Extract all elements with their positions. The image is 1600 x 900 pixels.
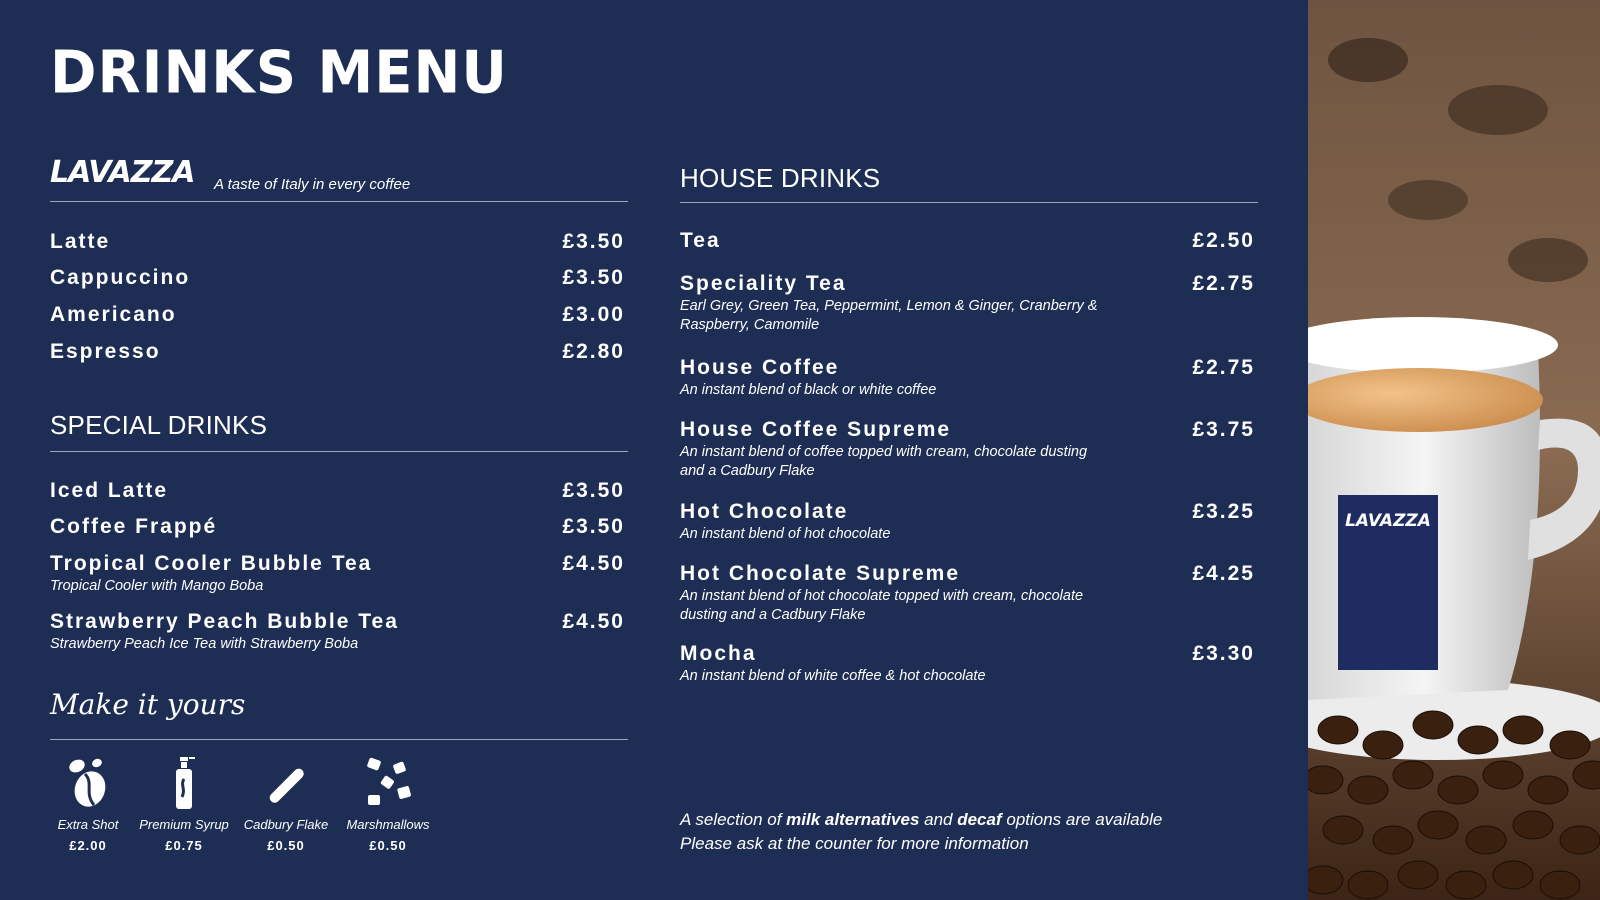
item-description: An instant blend of white coffee & hot chocolate bbox=[680, 668, 986, 684]
item-price: £2.75 bbox=[1192, 272, 1255, 295]
special-drinks-heading: SPECIAL DRINKS bbox=[50, 410, 268, 440]
item-name: Espresso bbox=[50, 340, 161, 363]
item-price: £2.75 bbox=[1192, 356, 1255, 379]
coffee-cup-image bbox=[1308, 0, 1600, 900]
extra-item bbox=[38, 755, 138, 853]
item-name: Americano bbox=[50, 303, 177, 326]
page-title: DRINKS MENU bbox=[50, 38, 508, 107]
menu-item bbox=[680, 355, 1255, 400]
extra-price: £2.00 bbox=[69, 838, 107, 853]
brand-header bbox=[50, 155, 628, 200]
extra-price: £0.75 bbox=[165, 838, 203, 853]
extra-label: Marshmallows bbox=[346, 817, 430, 832]
menu-item bbox=[50, 478, 625, 504]
item-name: Hot Chocolate bbox=[680, 500, 849, 523]
cup-logo: LAVAZZA bbox=[1345, 511, 1431, 531]
item-price: £2.50 bbox=[1192, 229, 1255, 252]
house-drinks-heading: HOUSE DRINKS bbox=[680, 163, 881, 193]
item-name: Coffee Frappé bbox=[50, 515, 218, 538]
item-name: House Coffee Supreme bbox=[680, 418, 952, 441]
item-description: An instant blend of hot chocolate bbox=[680, 526, 891, 542]
menu-item bbox=[680, 228, 1255, 254]
extra-item bbox=[338, 755, 438, 853]
item-name: Tea bbox=[680, 229, 721, 252]
coffee-photo bbox=[1308, 0, 1600, 900]
notice-text: A selection of bbox=[680, 810, 787, 829]
menu-item bbox=[50, 551, 625, 596]
menu-item bbox=[680, 271, 1255, 335]
extras-list bbox=[50, 755, 470, 855]
item-price: £3.30 bbox=[1192, 642, 1255, 665]
extra-label: Cadbury Flake bbox=[243, 817, 329, 832]
item-name: Mocha bbox=[680, 642, 757, 665]
item-price: £4.50 bbox=[562, 552, 625, 575]
extra-item bbox=[134, 755, 234, 853]
extra-label: Premium Syrup bbox=[139, 817, 229, 832]
menu-item bbox=[680, 561, 1255, 625]
item-price: £3.00 bbox=[562, 303, 625, 326]
extra-label: Extra Shot bbox=[57, 817, 119, 832]
notice-line-1 bbox=[680, 808, 1162, 832]
item-price: £3.25 bbox=[1192, 500, 1255, 523]
item-price: £4.50 bbox=[562, 610, 625, 633]
notice-emphasis: milk alternatives bbox=[786, 810, 920, 829]
notice-line-2: Please ask at the counter for more information bbox=[680, 834, 1029, 853]
divider bbox=[50, 201, 628, 202]
item-name: Iced Latte bbox=[50, 479, 169, 502]
item-name: House Coffee bbox=[680, 356, 840, 379]
item-name: Tropical Cooler Bubble Tea bbox=[50, 552, 373, 575]
divider bbox=[680, 202, 1258, 203]
item-name: Cappuccino bbox=[50, 266, 191, 289]
item-name: Hot Chocolate Supreme bbox=[680, 562, 961, 585]
extras-heading: Make it yours bbox=[50, 688, 246, 721]
item-price: £3.75 bbox=[1192, 418, 1255, 441]
menu-item bbox=[680, 641, 1255, 686]
availability-notice bbox=[680, 808, 1162, 856]
item-description: Tropical Cooler with Mango Boba bbox=[50, 578, 264, 594]
menu-item bbox=[50, 514, 625, 540]
item-price: £4.25 bbox=[1192, 562, 1255, 585]
divider bbox=[50, 451, 628, 452]
item-price: £3.50 bbox=[562, 230, 625, 253]
extra-price: £0.50 bbox=[267, 838, 305, 853]
coffee-bean-icon bbox=[60, 755, 116, 811]
item-price: £3.50 bbox=[562, 479, 625, 502]
item-description: Strawberry Peach Ice Tea with Strawberry Boba bbox=[50, 636, 359, 652]
item-description: An instant blend of black or white coffee bbox=[680, 382, 937, 398]
menu-item bbox=[50, 229, 625, 255]
menu-item bbox=[680, 417, 1255, 481]
extra-price: £0.50 bbox=[369, 838, 407, 853]
brand-tagline: A taste of Italy in every coffee bbox=[214, 176, 411, 193]
item-price: £3.50 bbox=[562, 515, 625, 538]
menu-item bbox=[50, 609, 625, 654]
item-price: £3.50 bbox=[562, 266, 625, 289]
flake-icon bbox=[258, 755, 314, 811]
item-name: Latte bbox=[50, 230, 111, 253]
menu-item bbox=[50, 302, 625, 328]
marshmallows-icon bbox=[360, 755, 416, 811]
notice-text: and bbox=[919, 810, 958, 829]
item-price: £2.80 bbox=[562, 340, 625, 363]
notice-text: options are available bbox=[1001, 810, 1163, 829]
syrup-bottle-icon bbox=[156, 755, 212, 811]
lavazza-logo: LAVAZZA bbox=[50, 155, 195, 190]
notice-emphasis: decaf bbox=[957, 810, 1002, 829]
item-description: An instant blend of coffee topped with cream, chocolate dusting and a Cadbury Flake bbox=[680, 444, 1088, 479]
item-name: Speciality Tea bbox=[680, 272, 847, 295]
menu-item bbox=[50, 339, 625, 365]
extra-item bbox=[236, 755, 336, 853]
divider bbox=[50, 739, 628, 740]
menu-item bbox=[680, 499, 1255, 544]
item-description: Earl Grey, Green Tea, Peppermint, Lemon & Ginger, Cranberry & Raspberry, Camomile bbox=[680, 298, 1098, 333]
menu-item bbox=[50, 265, 625, 291]
item-description: An instant blend of hot chocolate topped with cream, chocolate dusting and a Cadbury Flake bbox=[680, 588, 1084, 623]
item-name: Strawberry Peach Bubble Tea bbox=[50, 610, 399, 633]
